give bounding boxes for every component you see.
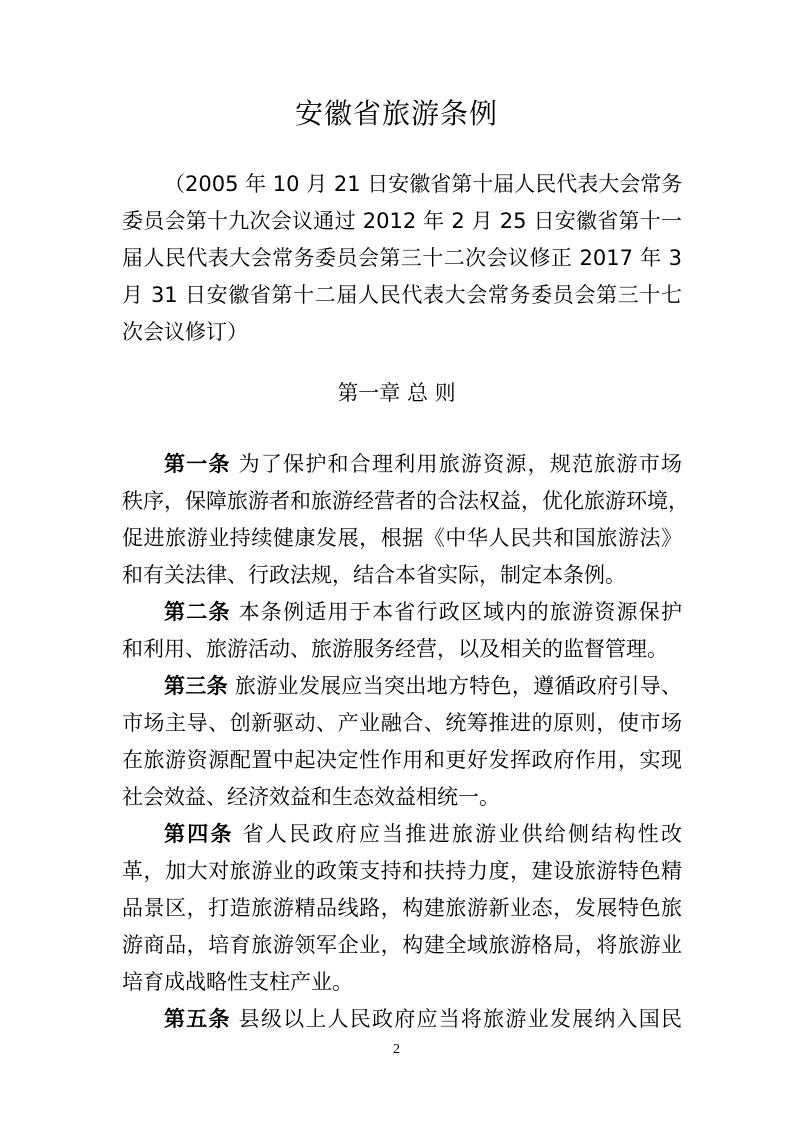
article-line: 促进旅游业持续健康发展，根据《中华人民共和国旅游法》 [122, 526, 682, 550]
document-title: 安徽省旅游条例 [294, 97, 498, 130]
article-1 [122, 446, 689, 594]
legislative-history-note [122, 166, 682, 351]
article-label: 第二条 [164, 600, 231, 624]
article-label: 第一条 [164, 452, 231, 476]
article-line: 和利用、旅游活动、旅游服务经营，以及相关的监督管理。 [122, 637, 668, 661]
article-first-line [122, 446, 682, 483]
note-line: 委员会第十九次会议通过 2012 年 2 月 25 日安徽省第十一 [122, 209, 682, 233]
article-first-line [122, 594, 682, 631]
article-line: 社会效益、经济效益和生态效益相统一。 [122, 785, 500, 809]
article-label: 第四条 [164, 822, 234, 846]
article-line: 秩序，保障旅游者和旅游经营者的合法权益，优化旅游环境， [122, 489, 689, 513]
articles-body [122, 446, 689, 1038]
page-number: 2 [393, 1042, 400, 1057]
article-line: 在旅游资源配置中起决定性作用和更好发挥政府作用，实现 [122, 748, 682, 772]
article-text: 省人民政府应当推进旅游业供给侧结构性改 [242, 822, 683, 846]
note-line: （2005 年 10 月 21 日安徽省第十届人民代表大会常务 [164, 172, 683, 196]
article-line: 培育成战略性支柱产业。 [122, 970, 353, 994]
article-text: 县级以上人民政府应当将旅游业发展纳入国民 [238, 1007, 683, 1031]
note-line: 次会议修订） [122, 320, 248, 344]
article-2 [122, 594, 682, 668]
note-line: 届人民代表大会常务委员会第三十二次会议修正 2017 年 3 [122, 246, 682, 270]
chapter-title: 第一章 总 则 [337, 381, 456, 405]
article-3 [122, 668, 682, 816]
article-4 [122, 816, 682, 1001]
article-label: 第三条 [164, 674, 228, 698]
article-line: 和有关法律、行政法规，结合本省实际，制定本条例。 [122, 563, 626, 587]
article-first-line [122, 668, 682, 705]
article-line: 革，加大对旅游业的政策支持和扶持力度，建设旅游特色精 [122, 859, 682, 883]
article-line: 游商品，培育旅游领军企业，构建全域旅游格局，将旅游业 [122, 933, 682, 957]
article-line: 市场主导、创新驱动、产业融合、统筹推进的原则，使市场 [122, 711, 682, 735]
article-line: 品景区，打造旅游精品线路，构建旅游新业态，发展特色旅 [122, 896, 682, 920]
article-first-line [122, 816, 682, 853]
article-label: 第五条 [164, 1007, 231, 1031]
article-text: 旅游业发展应当突出地方特色，遵循政府引导、 [234, 674, 682, 698]
note-line: 月 31 日安徽省第十二届人民代表大会常务委员会第三十七 [122, 283, 682, 307]
article-5 [122, 1001, 682, 1038]
article-text: 为了保护和合理利用旅游资源，规范旅游市场 [238, 452, 683, 476]
article-first-line [122, 1001, 682, 1038]
article-text: 本条例适用于本省行政区域内的旅游资源保护 [238, 600, 683, 624]
